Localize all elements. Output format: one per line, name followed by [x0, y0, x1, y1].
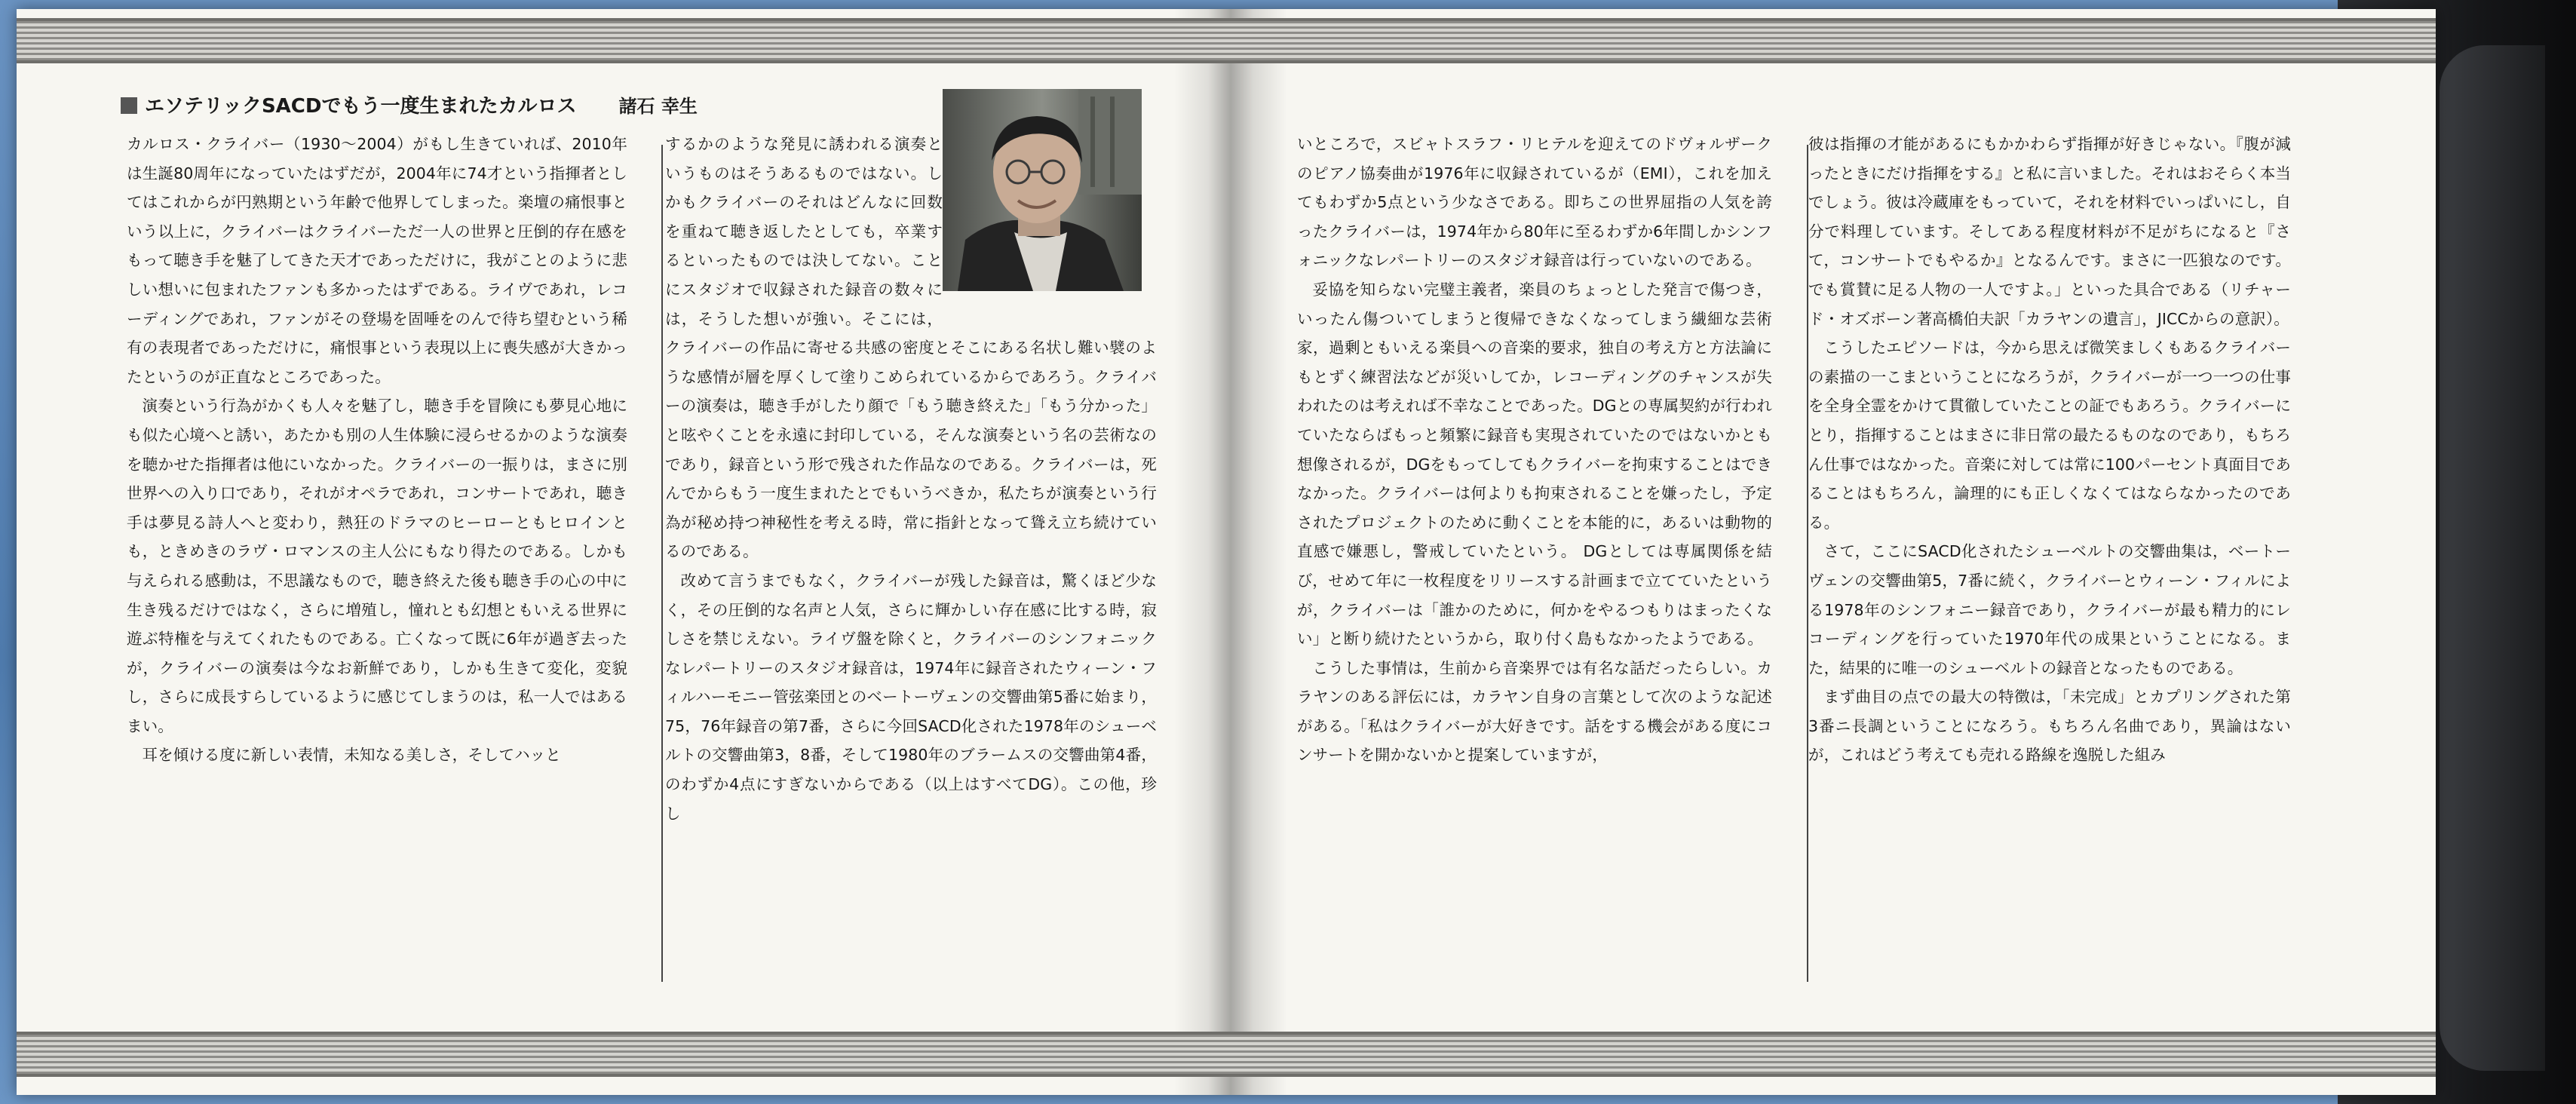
paragraph: さて，ここにSACD化されたシューベルトの交響曲集は，ベートーヴェンの交響曲第5，7番に続く，クライバーとウィーン・フィルによる1978年のシンフォニー録音であり，クライバーが最も精力的にレコーディングを行っていた1970年代の成果ということになる。また，結果的に唯一のシューベルトの録音となったものである。 — [1808, 542, 2291, 677]
author-name: 諸石 幸生 — [618, 96, 698, 117]
paragraph: カルロス・クライバー（1930〜2004）がもし生きていれば、2010年は生誕80周年になっていたはずだが，2004年に74才という指揮者としてはこれからが円熟期という年齢で他界してしまった。楽壇の痛恨事という以上に，クライバーはクライバーただ一人の世界と圧倒的存在感をもって聴き手を魅了してきた天才であっただけに，我がことのように悲しい想いに包まれたファンも多かったはずである。ライヴであれ，レコーディングであれ，ファンがその登場を固唾をのんで待ち望むという稀有の表現者であっただけに，痛恨事という表現以上に喪失感が大きかったというのが正直なところであった。 — [127, 135, 627, 386]
paragraph: するかのような発見に誘われる演奏というものはそうあるものではない。しかもクライバーのそれはどんなに回数を重ねて聴き返したとしても，卒業するといったものでは決してない。ことにスタジオで収録された録音の数々には，そうした想いが強い。そこには，クライバーの作品に寄せる共感の密度とそこにある名状し難い襞のような感情が層を厚くして塗りこめられているからであろう。クライバーの演奏は，聴き手がしたり顔で「もう聴き終えた」「もう分かった」と呟やくことを永遠に封印している，そんな演奏という名の芸術なのであり，録音という形で残された作品なのである。クライバーは，死んでからもう一度生まれたとでもいうべきか，私たちが演奏という行為が秘め持つ神秘性を考える時，常に指針となって聳え立ち続けているのである。 — [665, 135, 1157, 561]
spine-shadow — [1174, 9, 1287, 1095]
cd-case-slot — [2440, 45, 2545, 1071]
paragraph: まず曲目の点での最大の特徴は，「未完成」とカプリングされた第3番ニ長調ということになろう。もちろん名曲であり，異論はないが，これはどう考えても売れる路線を逸脱した組み — [1808, 688, 2291, 765]
paragraph: 耳を傾ける度に新しい表情，未知なる美しさ，そしてハッと — [142, 746, 561, 765]
author-portrait-icon — [943, 89, 1142, 291]
paragraph: 妥協を知らない完璧主義者，楽員のちょっとした発言で傷つき，いったん傷ついてしまうと復帰できなくなってしまう繊細な芸術家，過剰ともいえる楽員への音楽的要求，独自の考え方と方法論にもとずく練習法などが災いしてか，レコーディングのチャンスが失われたのは考えれば不幸なことであった。DGとの専属契約が行われていたならばもっと頻繁に録音も実現されていたのではないかとも想像されるが，DGをもってしてもクライバーを拘束することはできなかった。クライバーは何よりも拘束されることを嫌ったし，予定されたプロジェクトのために動くことを本能的に，あるいは動物的直感で嫌悪し，警戒していたという。 DGとしては専属関係を結び，せめて年に一枚程度をリリースする計画まで立てていたというが，クライバーは「誰かのために，何かをやるつもりはまったくない」と断り続けたというから，取り付く島もなかったようである。 — [1297, 280, 1772, 649]
paragraph: 彼は指揮の才能があるにもかかわらず指揮が好きじゃない。『腹が減ったときにだけ指揮をする』と私に言いました。それはおそらく本当でしょう。彼は冷蔵庫をもっていて，それを材料でいっぱいにし，自分で料理しています。そしてある程度材料が不足がちになると『さて，コンサートでもやるか』となるんです。まさに一匹狼なのです。でも賞賛に足る人物の一人ですよ。」といった具合である（リチャード・オズボーン著高橋伯夫訳「カラヤンの遺言」，JICCからの意訳）。 — [1808, 135, 2291, 328]
decorative-band-bottom — [17, 1032, 2436, 1077]
paragraph: 演奏という行為がかくも人々を魅了し，聴き手を冒険にも夢見心地にも似た心境へと誘い，あたかも別の人生体験に浸らせるかのような演奏を聴かせた指揮者は他にいなかった。クライバーの一振りは，まさに別世界への入り口であり，それがオペラであれ，コンサートであれ，聴き手は夢見る詩人へと変わり，熱狂のドラマのヒーローともヒロインとも，ときめきのラヴ・ロマンスの主人公にもなり得たのである。しかも与えられる感動は，不思議なもので，聴き終えた後も聴き手の心の中に生き残るだけではなく，さらに増殖し，憧れとも幻想ともいえる世界に遊ぶ特権を与えてくれたものである。亡くなって既に6年が過ぎ去ったが，クライバーの演奏は今なお新鮮であり，しかも生きて変化，変貌し，さらに成長すらしているように感じてしまうのは，私一人ではあるまい。 — [127, 397, 627, 735]
column-rule-left — [661, 145, 663, 982]
article-header — [121, 90, 698, 122]
paragraph: いところで，スビャトスラフ・リヒテルを迎えてのドヴォルザークのピアノ協奏曲が1976年に収録されているが（EMI），これを加えてもわずか5点という少なさである。即ちこの世界屈指の人気を誇ったクライバーは，1974年から80年に至るわずか6年間しかシンフォニックなレパートリーのスタジオ録音は行っていないのである。 — [1297, 135, 1772, 270]
decorative-band-top — [17, 18, 2436, 63]
article-title: エソテリックSACDでもう一度生まれたカルロス — [145, 95, 577, 118]
text-column-3 — [1297, 130, 1772, 997]
paragraph: 改めて言うまでもなく，クライバーが残した録音は，驚くほど少なく，その圧倒的な名声と人気，さらに輝かしい存在感に比する時，寂しさを禁じえない。ライヴ盤を除くと，クライバーのシンフォニックなレパートリーのスタジオ録音は，1974年に録音されたウィーン・フィルハーモニー管弦楽団とのベートーヴェンの交響曲第5番に始まり，75，76年録音の第7番，さらに今回SACD化された1978年のシューベルトの交響曲第3，8番，そして1980年のブラームスの交響曲第4番，のわずか4点にすぎないからである（以上はすべてDG）。この他，珍し — [665, 571, 1157, 823]
paragraph: こうした事情は，生前から音楽界では有名な話だったらしい。カラヤンのある評伝には，カラヤン自身の言葉として次のような記述がある。「私はクライバーが大好きです。話をする機会がある度にコンサートを開かないかと提案していますが， — [1297, 658, 1772, 765]
title-square-icon — [121, 97, 137, 114]
text-column-1 — [127, 130, 627, 997]
paragraph: こうしたエピソードは，今から思えば微笑ましくもあるクライバーの素描の一こまということになろうが，クライバーが一つ一つの仕事を全身全霊をかけて貫徹していたことの証でもあろう。クライバーにとり，指揮することはまさに非日常の最たるものなのであり，もちろん仕事ではなかった。音楽に対しては常に100パーセント真面目であることはもちろん，論理的にも正しくなくてはならなかったのである。 — [1808, 339, 2291, 532]
text-column-4 — [1808, 130, 2291, 997]
